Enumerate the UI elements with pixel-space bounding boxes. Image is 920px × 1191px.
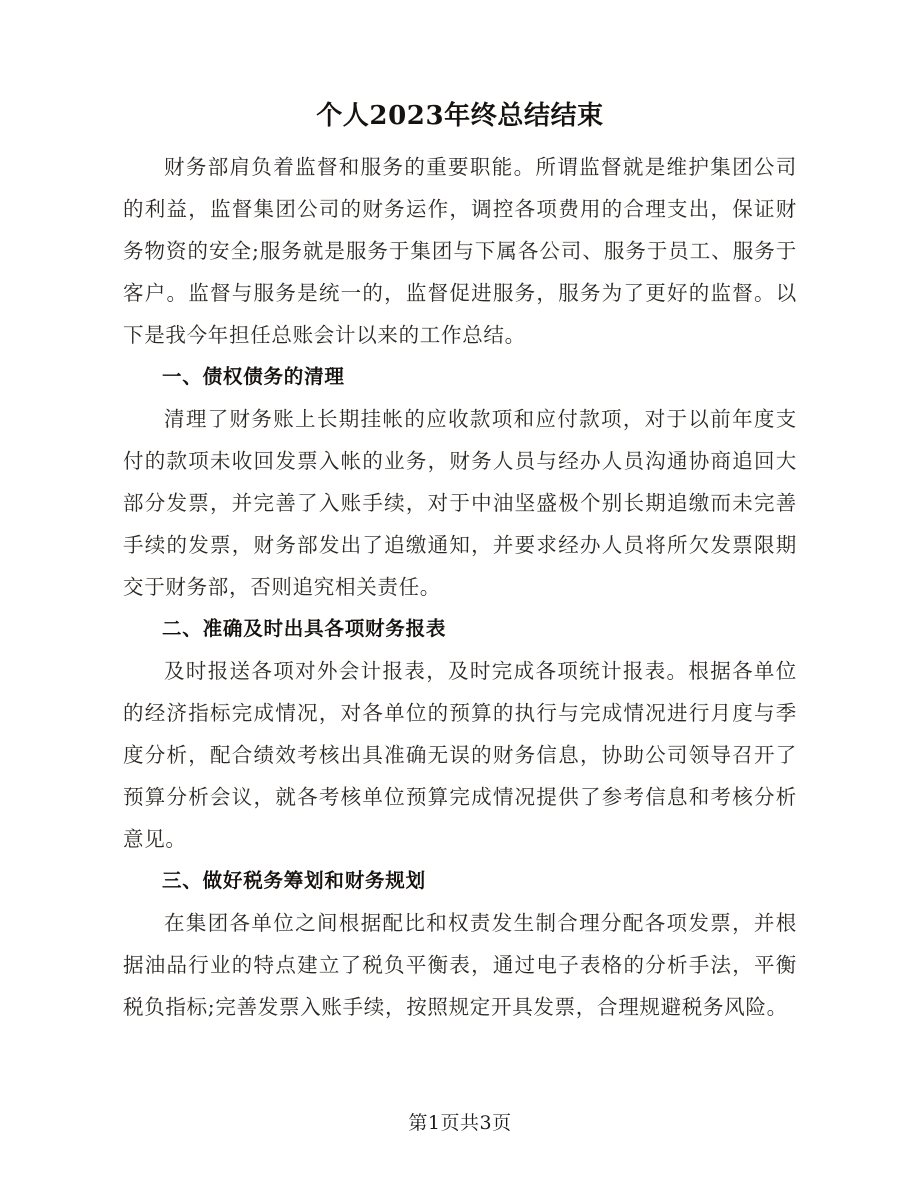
section-heading-1: 一、债权债务的清理	[162, 365, 345, 388]
paragraph-section-3: 在集团各单位之间根据配比和权责发生制合理分配各项发票，并根据油品行业的特点建立了税负平衡表，通过电子表格的分析手法，平衡税负指标;完善发票入账手续，按照规定开具发票，合理规避税务风险。	[123, 911, 797, 1019]
page-footer: 第1页共3页	[408, 1112, 512, 1134]
paragraph-section-1: 清理了财务账上长期挂帐的应收款项和应付款项，对于以前年度支付的款项未收回发票入帐的业务，财务人员与经办人员沟通协商追回大部分发票，并完善了入账手续，对于中油坚盛极个别长期追缴而未完善手续的发票，财务部发出了追缴通知，并要求经办人员将所欠发票限期交于财务部，否则追究相关责任。	[123, 407, 797, 599]
paragraph-section-2: 及时报送各项对外会计报表，及时完成各项统计报表。根据各单位的经济指标完成情况，对各单位的预算的执行与完成情况进行月度与季度分析，配合绩效考核出具准确无误的财务信息，协助公司领导召开了预算分析会议，就各考核单位预算完成情况提供了参考信息和考核分析意见。	[123, 659, 797, 851]
section-heading-3: 三、做好税务筹划和财务规划	[162, 869, 426, 892]
page-title: 个人2023年终总结结束	[316, 101, 604, 131]
section-heading-2: 二、准确及时出具各项财务报表	[162, 617, 447, 640]
paragraph-intro: 财务部肩负着监督和服务的重要职能。所谓监督就是维护集团公司的利益，监督集团公司的财务运作，调控各项费用的合理支出，保证财务物资的安全;服务就是服务于集团与下属各公司、服务于员工、服务于客户。监督与服务是统一的，监督促进服务，服务为了更好的监督。以下是我今年担任总账会计以来的工作总结。	[123, 155, 797, 347]
document-body	[123, 96, 797, 1028]
